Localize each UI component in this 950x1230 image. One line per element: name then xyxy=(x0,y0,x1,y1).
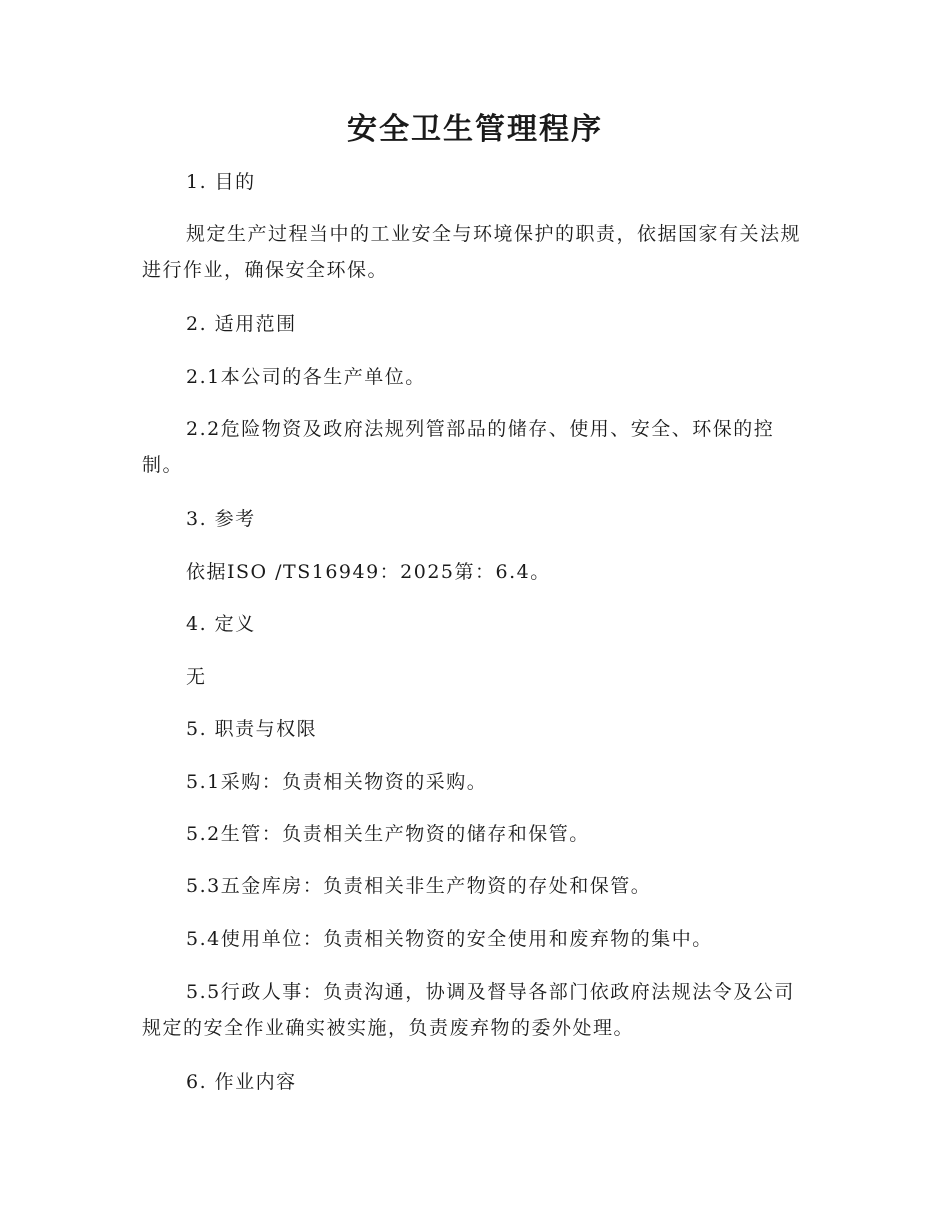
paragraph-resp-5-1: 5.1采购：负责相关物资的采购。 xyxy=(186,771,488,793)
paragraph-scope-2-2: 2.2危险物资及政府法规列管部品的储存、使用、安全、环保的控制。 xyxy=(142,418,775,476)
section-heading-reference: 3. 参考 xyxy=(186,508,256,530)
section-heading-definition: 4. 定义 xyxy=(186,613,256,635)
section-heading-scope: 2. 适用范围 xyxy=(186,313,297,335)
section-heading-operation: 6. 作业内容 xyxy=(186,1071,297,1093)
document-title: 安全卫生管理程序 xyxy=(347,112,603,147)
paragraph-definition: 无 xyxy=(186,666,207,688)
section-heading-responsibility: 5. 职责与权限 xyxy=(186,718,318,740)
paragraph-resp-5-3: 5.3五金库房：负责相关非生产物资的存处和保管。 xyxy=(186,875,652,897)
paragraph-purpose: 规定生产过程当中的工业安全与环境保护的职责，依据国家有关法规进行作业，确保安全环保。 xyxy=(142,223,802,281)
paragraph-scope-2-1: 2.1本公司的各生产单位。 xyxy=(186,366,426,388)
paragraph-resp-5-5: 5.5行政人事：负责沟通，协调及督导各部门依政府法规法令及公司规定的安全作业确实被实施，负责废弃物的委外处理。 xyxy=(142,981,795,1039)
paragraph-resp-5-4: 5.4使用单位：负责相关物资的安全使用和废弃物的集中。 xyxy=(186,928,713,950)
paragraph-resp-5-2: 5.2生管：负责相关生产物资的储存和保管。 xyxy=(186,823,590,845)
section-heading-purpose: 1. 目的 xyxy=(186,171,256,193)
paragraph-reference: 依据ISO /TS16949：2025第：6.4。 xyxy=(186,561,551,583)
